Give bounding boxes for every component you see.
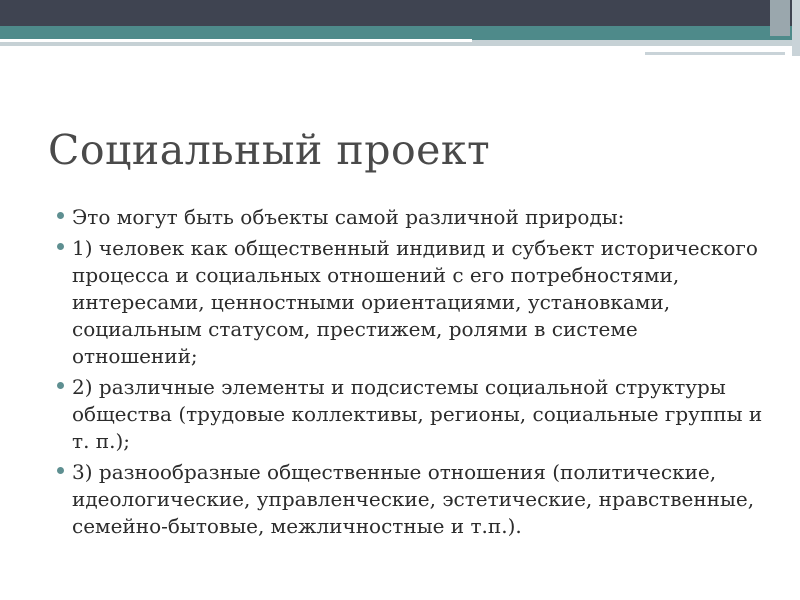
slide-content <box>55 204 765 544</box>
header-strip-under <box>645 52 785 55</box>
bullet-dot-icon <box>57 382 64 389</box>
bullet-item <box>55 235 765 370</box>
bullet-item <box>55 204 765 231</box>
header-strip-right <box>770 0 790 36</box>
bullet-text: 2) различные элементы и подсистемы социальной структуры общества (трудовые коллективы, регионы, социальные группы и т. п.); <box>72 375 763 453</box>
bullet-dot-icon <box>57 467 64 474</box>
header-strip-right-edge <box>792 0 800 56</box>
bullet-item <box>55 374 765 455</box>
bullet-text: 3) разнообразные общественные отношения (политические, идеологические, управленческие, эстетические, нравственные, семейно-бытовые, межличностные и т.п.). <box>72 460 755 538</box>
header-strip-white <box>0 39 472 42</box>
bullet-item <box>55 459 765 540</box>
header-band-dark <box>0 0 800 26</box>
bullet-dot-icon <box>57 212 64 219</box>
bullet-text: Это могут быть объекты самой различной природы: <box>72 205 625 229</box>
slide-title: Социальный проект <box>48 126 491 174</box>
header-strip-white-secondary <box>475 46 760 48</box>
header-band-teal <box>0 26 800 40</box>
bullet-text: 1) человек как общественный индивид и субъект исторического процесса и социальных отношений с его потребностями, интересами, ценностными ориентациями, установками, социальным статусом, престижем, ролями в системе отношений; <box>72 236 758 368</box>
bullet-dot-icon <box>57 243 64 250</box>
